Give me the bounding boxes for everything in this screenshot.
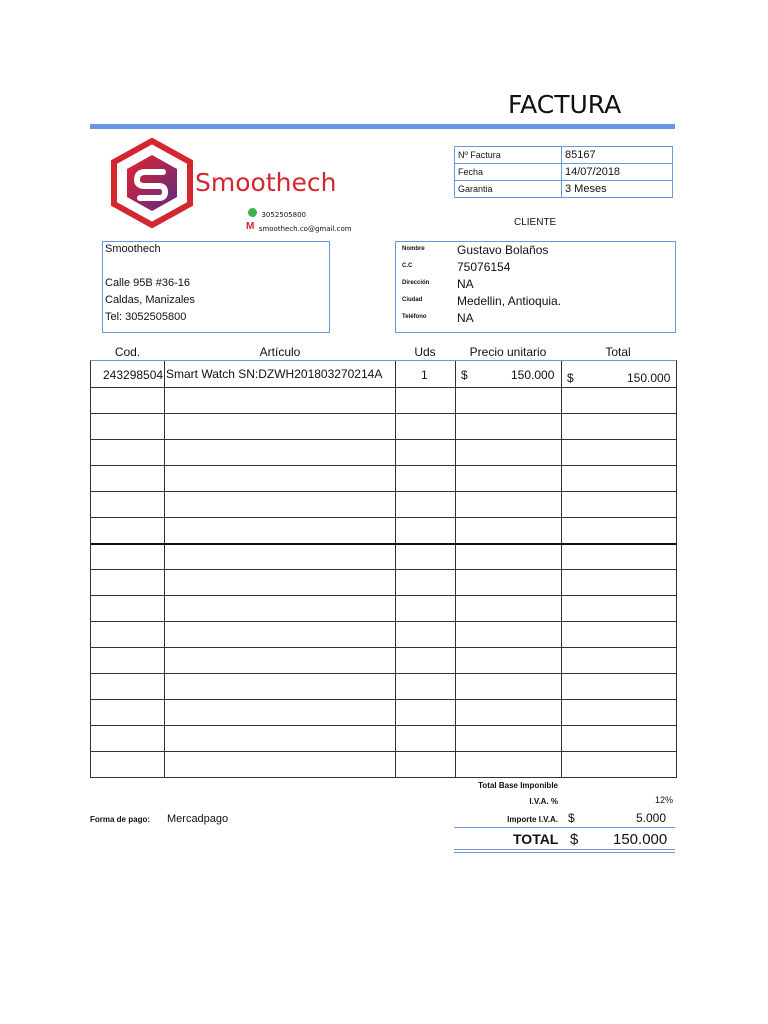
client-label: Ciudad (402, 297, 423, 303)
gmail-icon: M (246, 221, 255, 233)
header-cod: Cod. (114, 345, 141, 359)
invoice-number-row (455, 147, 673, 164)
total-value: 150.000 (613, 831, 668, 848)
items-table (90, 360, 677, 778)
header-precio: Precio unitario (469, 345, 547, 359)
item-precio: 150.000 (511, 368, 555, 382)
client-row-address (402, 277, 672, 294)
item-cod: 243298504 (103, 368, 164, 382)
info-label: Garantia (455, 181, 562, 198)
total-underline-1 (454, 849, 675, 850)
title-divider (90, 124, 675, 129)
item-uds: 1 (421, 368, 428, 382)
iva-label: I.V.A. % (529, 797, 558, 806)
store-phone: Tel: 3052505800 (105, 311, 187, 323)
client-value: NA (457, 311, 474, 325)
header-uds: Uds (414, 345, 436, 359)
client-section-label: CLIENTE (514, 217, 557, 228)
importe-iva-label: Importe I.V.A. (507, 815, 558, 824)
info-value: 14/07/2018 (562, 164, 673, 181)
total-underline-2 (454, 852, 675, 853)
base-imponible-label: Total Base Imponible (478, 781, 558, 790)
client-row-id (402, 260, 672, 277)
client-value: Gustavo Bolaños (457, 243, 549, 257)
iva-value: 12% (655, 795, 674, 805)
totals-divider (454, 827, 675, 828)
header-articulo: Artículo (259, 345, 301, 359)
store-address: Calle 95B #36-16 (105, 277, 191, 289)
invoice-warranty-row (455, 181, 673, 198)
whatsapp-phone: 3052505800 (261, 211, 306, 219)
email-address: smoothech.co@gmail.com (258, 225, 352, 233)
payment-label: Forma de pago: (90, 815, 151, 824)
store-name: Smoothech (105, 243, 161, 255)
client-row-city (402, 294, 672, 311)
email-contact (246, 218, 352, 236)
client-details-box (395, 241, 676, 333)
company-logo (103, 138, 373, 236)
item-total-currency: $ (567, 371, 574, 385)
client-label: Dirección (402, 280, 430, 286)
total-currency: $ (570, 831, 579, 848)
client-row-phone (402, 311, 672, 328)
header-total: Total (605, 345, 631, 359)
client-value: NA (457, 277, 474, 291)
client-label: Nombre (402, 246, 425, 252)
info-value: 3 Meses (562, 181, 673, 198)
item-total: 150.000 (627, 371, 671, 385)
client-label: Teléfono (402, 314, 427, 320)
document-title: FACTURA (508, 90, 622, 119)
importe-value: 5.000 (636, 811, 667, 825)
importe-currency: $ (568, 811, 575, 825)
payment-value: Mercadpago (167, 813, 229, 825)
invoice-info-table (454, 146, 673, 198)
total-label: TOTAL (513, 831, 559, 847)
client-label: C.C (402, 263, 413, 269)
client-value: Medellin, Antioquia. (457, 294, 562, 308)
item-articulo: Smart Watch SN:DZWH201803270214A (166, 367, 383, 381)
client-value: 75076154 (457, 260, 511, 274)
item-precio-currency: $ (461, 368, 468, 382)
whatsapp-icon (248, 208, 257, 217)
smoothech-hexagon-icon (107, 138, 197, 228)
info-label: Fecha (455, 164, 562, 181)
client-row-name (402, 243, 672, 260)
store-city: Caldas, Manizales (105, 294, 195, 306)
info-value: 85167 (562, 147, 673, 164)
info-label: Nº Factura (455, 147, 562, 164)
store-address-box (102, 241, 330, 333)
invoice-date-row (455, 164, 673, 181)
brand-name: Smoothech (195, 168, 337, 197)
